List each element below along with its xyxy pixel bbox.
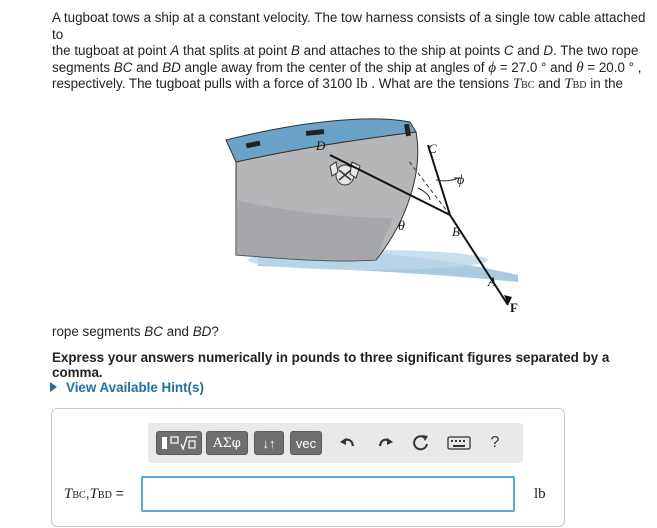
- reset-icon: [411, 433, 431, 453]
- view-hints-link[interactable]: [50, 380, 204, 395]
- tension-symbol: T: [89, 486, 98, 502]
- tension-bc-symbol: [513, 76, 535, 92]
- tension-subscript: BD: [572, 80, 587, 91]
- point-d-ref: D: [543, 43, 554, 58]
- answer-label: [64, 485, 124, 503]
- reset-button[interactable]: [409, 431, 433, 455]
- vector-button[interactable]: vec: [290, 431, 322, 455]
- problem-text: in the: [586, 76, 623, 91]
- problem-text: . The two rope: [553, 43, 639, 58]
- problem-text: and: [534, 76, 565, 91]
- answer-panel: [51, 408, 565, 527]
- redo-button[interactable]: [373, 431, 397, 455]
- label-c: C: [428, 141, 437, 156]
- templates-button[interactable]: [156, 431, 202, 455]
- problem-text: and: [162, 324, 193, 339]
- phi-value: = 27.0 °: [496, 59, 551, 75]
- force-unit: lb: [355, 76, 368, 92]
- problem-line-3: [52, 60, 652, 77]
- arrows-button[interactable]: ↓↑: [254, 431, 284, 455]
- hint-label: View Available Hint(s): [66, 380, 204, 395]
- problem-text: and: [550, 59, 577, 75]
- problem-line-1: A tugboat tows a ship at a constant velocity. The tow harness consists of a single tow cable attached to: [52, 10, 646, 42]
- problem-text: and attaches to the ship at points: [299, 43, 504, 58]
- tension-subscript: BC: [521, 80, 535, 91]
- problem-text: ?: [211, 324, 219, 339]
- problem-text: respectively. The tugboat pulls with a force of 3100: [52, 76, 356, 91]
- label-separator: ,: [85, 485, 90, 501]
- tension-bd-symbol: [564, 76, 586, 92]
- tension-symbol: T: [564, 76, 573, 92]
- keyboard-icon: [447, 435, 471, 451]
- segment-bc-ref: BC: [113, 59, 133, 75]
- problem-line-2: [52, 43, 652, 60]
- problem-text: . What are the tensions: [367, 76, 513, 91]
- problem-line-4: [52, 76, 652, 95]
- theta-symbol: θ: [576, 59, 584, 76]
- templates-icon: [157, 432, 201, 454]
- label-phi: ϕ: [457, 173, 465, 188]
- problem-statement: [52, 10, 652, 95]
- segment-bd-ref: BD: [162, 59, 181, 75]
- tugboat-figure: [218, 100, 553, 325]
- label-a: A: [488, 274, 496, 289]
- label-theta: θ: [398, 219, 405, 234]
- tension-symbol: T: [64, 486, 73, 502]
- point-b-ref: B: [290, 43, 300, 58]
- answer-input[interactable]: [141, 476, 515, 512]
- tension-symbol: T: [512, 76, 522, 92]
- redo-icon: [375, 433, 395, 453]
- tension-subscript: BD: [97, 490, 112, 501]
- answer-instructions: Express your answers numerically in pounds to three significant figures separated by a comma.: [52, 350, 610, 380]
- point-c-ref: C: [503, 43, 514, 58]
- tension-subscript: BC: [72, 490, 86, 501]
- problem-text: segments: [52, 59, 114, 75]
- math-toolbar: [148, 423, 523, 463]
- problem-text: ,: [633, 59, 642, 75]
- theta-value: = 20.0 °: [583, 59, 634, 75]
- problem-continued: [52, 324, 219, 339]
- theta-arc: [418, 188, 430, 200]
- help-button[interactable]: ?: [490, 434, 500, 451]
- point-a-ref: A: [170, 43, 180, 58]
- problem-text: rope segments: [52, 324, 145, 339]
- undo-icon: [338, 433, 358, 453]
- label-d: D: [316, 138, 326, 153]
- undo-button[interactable]: [336, 431, 360, 455]
- label-b: B: [452, 224, 460, 239]
- problem-text: and: [513, 43, 544, 58]
- problem-text: that splits at point: [179, 43, 291, 58]
- problem-text: the tugboat at point: [52, 43, 171, 58]
- answer-unit: lb: [534, 486, 546, 502]
- problem-text: angle away from the center of the ship at angles of: [180, 59, 489, 75]
- greek-symbols-button[interactable]: ΑΣφ: [206, 431, 248, 455]
- label-f: F: [510, 300, 518, 315]
- centerline: [408, 160, 450, 215]
- keyboard-button[interactable]: [446, 431, 472, 455]
- segment-bd-ref: BD: [192, 324, 212, 339]
- label-equals: =: [111, 485, 124, 501]
- problem-text: and: [132, 59, 163, 75]
- expand-triangle-icon: [50, 382, 57, 392]
- segment-bc-ref: BC: [144, 324, 163, 339]
- phi-symbol: ϕ: [488, 59, 496, 76]
